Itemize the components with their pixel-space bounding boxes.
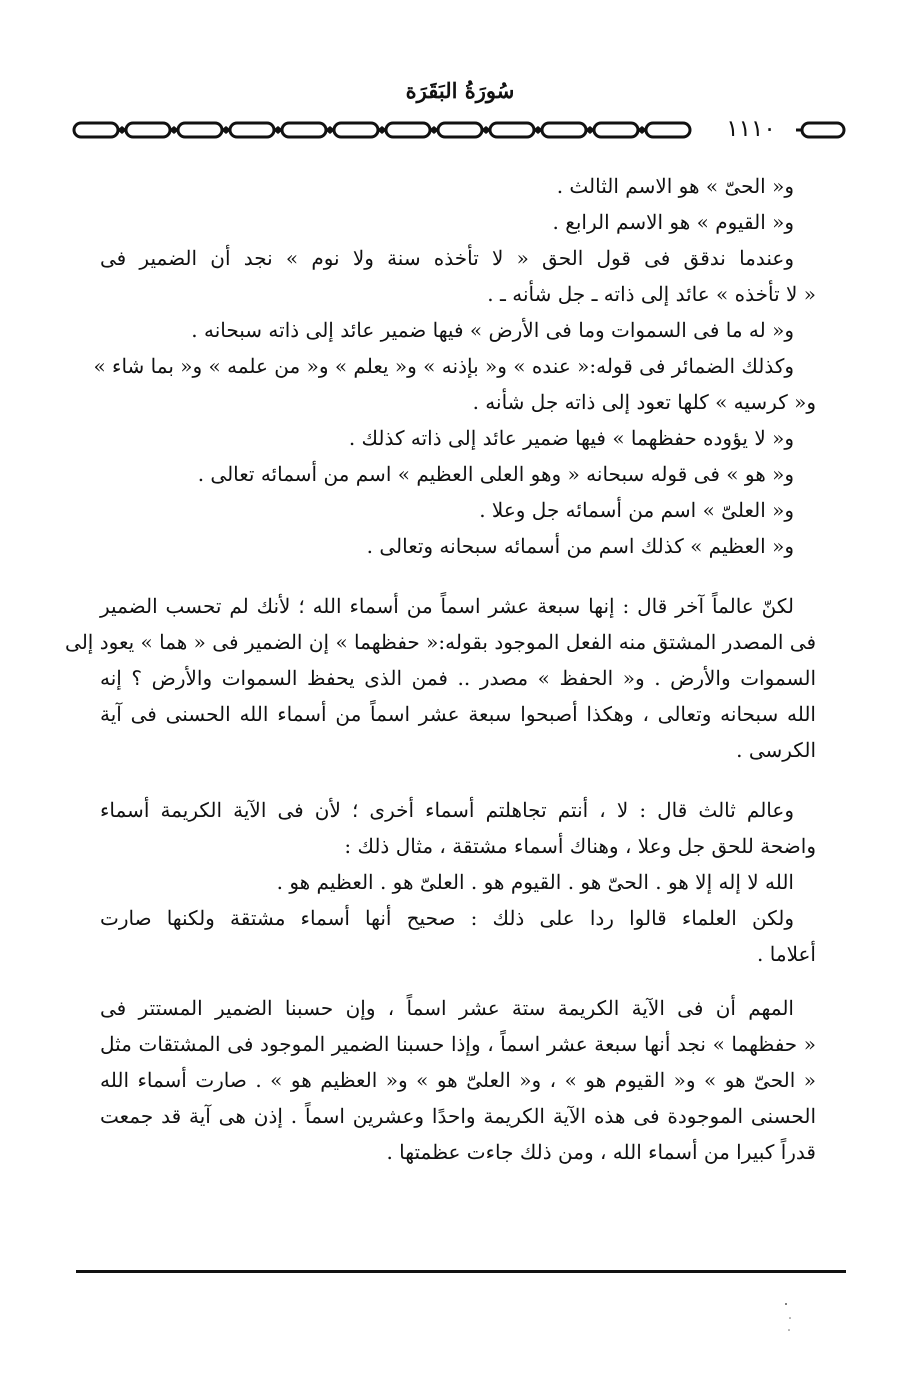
page-body [65, 168, 816, 1170]
border-link [438, 123, 482, 137]
border-link [802, 123, 844, 137]
border-link [282, 123, 326, 137]
border-link [542, 123, 586, 137]
border-link [230, 123, 274, 137]
text-line: و« العلىّ » اسم من أسمائه جل وعلا . [479, 498, 794, 522]
border-link [594, 123, 638, 137]
text-line: « حفظهما » نجد أنها سبعة عشر اسماً ، وإذا حسبنا الضمير الموجود فى المشتقات مثل [100, 1032, 816, 1056]
border-link [74, 123, 118, 137]
text-line: وعندما ندقق فى قول الحق « لا تأخذه سنة ولا نوم » نجد أن الضمير فى [100, 246, 794, 270]
text-line: السموات والأرض . و« الحفظ » مصدر .. فمن الذى يحفظ السموات والأرض ؟ إنه [100, 666, 816, 690]
text-line: الحسنى الموجودة فى هذه الآية الكريمة واحدًا وعشرين اسماً . إذن هى آية قد جمعت [100, 1104, 816, 1128]
text-line: قدراً كبيرا من أسماء الله ، ومن ذلك جاءت عظمتها . [386, 1140, 816, 1164]
text-line: و« العظيم » كذلك اسم من أسمائه سبحانه وتعالى . [366, 534, 794, 558]
page-header [70, 70, 850, 150]
text-line: و« الحىّ » هو الاسم الثالث . [556, 174, 794, 198]
text-line: الله لا إله إلا هو . الحىّ هو . القيوم هو . العلىّ هو . العظيم هو . [276, 870, 794, 894]
text-line: « لا تأخذه » عائد إلى ذاته ـ جل شأنه ـ . [487, 282, 816, 306]
text-line: و« لا يؤوده حفظهما » فيها ضمير عائد إلى ذاته كذلك . [348, 426, 794, 450]
text-line: أعلاما . [757, 942, 816, 966]
text-line: و« هو » فى قوله سبحانه « وهو العلى العظيم » اسم من أسمائه تعالى . [197, 462, 794, 486]
border-link [178, 123, 222, 137]
text-line: « الحىّ هو » و« القيوم هو » ، و« العلىّ هو » و« العظيم هو » . صارت أسماء الله [100, 1068, 816, 1092]
text-line: واضحة للحق جل وعلا ، وهناك أسماء مشتقة ، مثال ذلك : [344, 834, 816, 858]
text-line: فى المصدر المشتق منه الفعل الموجود بقوله:« حفظهما » إن الضمير فى « هما » يعود إلى [65, 630, 816, 654]
text-line: الكرسى . [736, 738, 816, 762]
text-line: الله سبحانه وتعالى ، وهكذا أصبحوا سبعة عشر اسماً من أسماء الله الحسنى فى آية [100, 702, 816, 726]
text-line: المهم أن فى الآية الكريمة ستة عشر اسماً ، وإن حسبنا الضمير المستتر فى [100, 996, 794, 1020]
text-line: وكذلك الضمائر فى قوله:« عنده » و« بإذنه » و« يعلم » و« من علمه » و« بما شاء » [93, 354, 794, 378]
border-link [646, 123, 690, 137]
surah-title: سُورَةُ البَقَرَة [405, 78, 515, 103]
footer-rule [76, 1270, 846, 1273]
text-line: لكنّ عالماً آخر قال : إنها سبعة عشر اسماً من أسماء الله ؛ لأنك لم تحسب الضمير [100, 594, 794, 618]
paragraph-1 [93, 168, 816, 564]
paragraph-3 [100, 792, 816, 972]
text-line: ولكن العلماء قالوا ردا على ذلك : صحيح أنها أسماء مشتقة ولكنها صارت [100, 906, 794, 930]
text-line: و« له ما فى السموات وما فى الأرض » فيها ضمير عائد إلى ذاته سبحانه . [191, 318, 794, 342]
border-link [126, 123, 170, 137]
paragraph-4 [100, 990, 816, 1170]
text-line: و« كرسيه » كلها تعود إلى ذاته جل شأنه . [472, 390, 816, 414]
border-link [334, 123, 378, 137]
scan-specks [780, 1300, 800, 1340]
paragraph-2 [65, 588, 816, 768]
text-line: و« القيوم » هو الاسم الرابع . [552, 210, 794, 234]
border-link [386, 123, 430, 137]
text-line: وعالم ثالث قال : لا ، أنتم تجاهلتم أسماء أخرى ؛ لأن فى الآية الكريمة أسماء [100, 798, 794, 822]
page-number: ١١١٠ [706, 116, 796, 142]
border-link [490, 123, 534, 137]
